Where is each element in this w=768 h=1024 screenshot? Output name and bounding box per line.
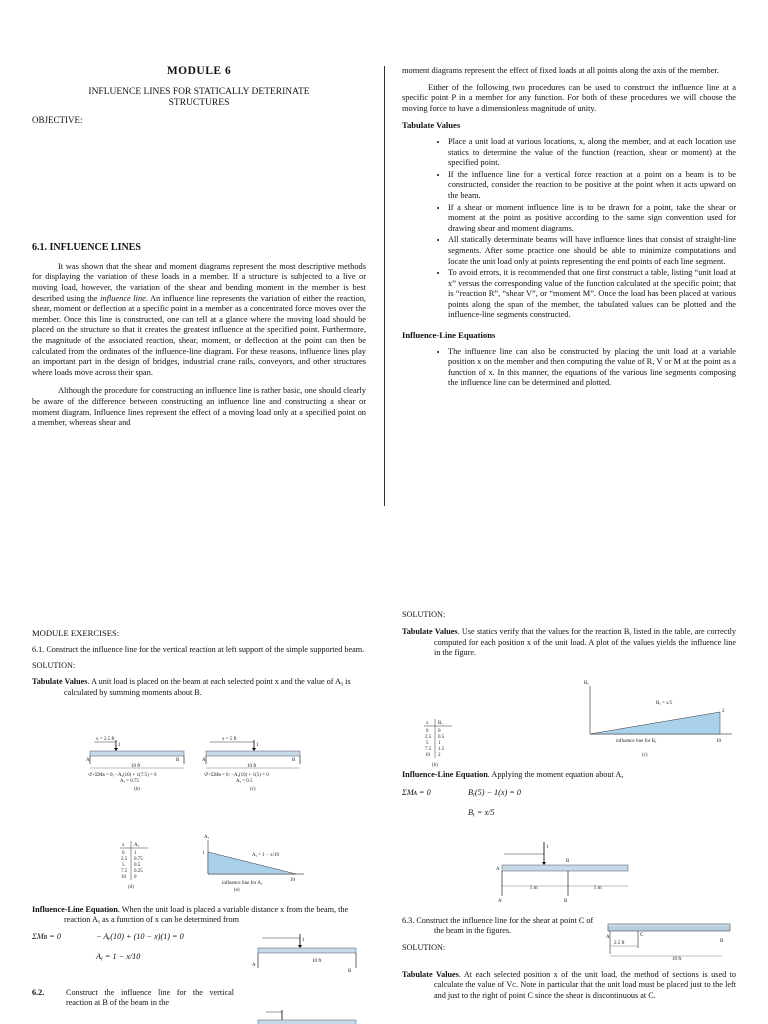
table-cell: 1.5: [438, 747, 445, 752]
ordinate-label: 2: [722, 709, 725, 714]
exercise-1-text: 6.1. Construct the influence line for the vertical reaction at left support of the simple supported beam.: [32, 645, 365, 655]
dimension-label: x = 5 ft: [222, 737, 237, 742]
right-tabulate-body: . Use statics verify that the values for the reaction Bᵧ listed in the table, are correctly computed for each position x of the unit load. A plot of the values yields the influence line in the figure.: [434, 627, 736, 658]
right-tabulate-text: [402, 627, 736, 658]
svg-text:A: A: [86, 758, 90, 763]
list-item: • All statically determinate beams will have influence lines that consist of straight-line segments. After some practice one should be able to minimize computations and locate the unit load only at points representing the end points of each line segment.: [448, 235, 736, 267]
beam-figure-c: [202, 736, 306, 794]
exercise-3-solution-label: SOLUTION:: [402, 942, 446, 952]
section-heading: 6.1. INFLUENCE LINES: [32, 242, 141, 254]
figure-label-c-right: (c): [642, 753, 648, 758]
paragraph-two-procedures: Either of the following two procedures can be used to construct the influence line at a specific point P in a member for any function. For both of these procedures we will choose the moving force to have a dimensionless magnitude of unity.: [402, 82, 736, 113]
influence-line-equation-label: Influence-Line Equation: [32, 905, 118, 914]
paragraph-procedure: Although the procedure for constructing an influence line is rather basic, one should clearly be aware of the difference between constructing an influence line and constructing a shear or moment diagram. Influence lines represent the effect of a moving load only at a specified point on a member, whereas shear and: [32, 386, 366, 428]
right-solution-label: SOLUTION:: [402, 610, 446, 619]
right-tabulate-label: Tabulate Values: [402, 627, 458, 637]
table-cell: 0.5: [134, 863, 141, 868]
influence-line-equation: Aᵧ = 1 − x/10: [252, 853, 279, 858]
figure-label-e: (e): [234, 888, 240, 893]
table-header: x: [122, 843, 125, 848]
right-equation-row-2: [402, 808, 736, 820]
point-label: C: [640, 933, 644, 938]
influence-line-equation: Bᵧ = x/5: [656, 701, 673, 706]
beam-variable-load-figure: [252, 932, 364, 982]
figure-label-c: (c): [250, 787, 256, 792]
influence-line-equations-heading: Influence-Line Equations: [402, 330, 496, 341]
result-c: Aᵧ = 0.5: [236, 779, 253, 784]
figure-label-b-right: (b): [432, 763, 438, 768]
equation-c: ↺+ΣMʙ = 0; −Aᵧ(10) + 1(5) = 0: [204, 773, 269, 778]
table-cell: 2: [438, 753, 441, 758]
table-cell: 0: [438, 729, 441, 734]
module-subtitle-line2: STRUCTURES: [168, 97, 230, 108]
tabulate-values-list: [402, 137, 736, 321]
table-cell: 7.5: [121, 869, 128, 874]
exercises-heading: MODULE EXERCISES:: [32, 628, 120, 638]
svg-text:1: 1: [302, 938, 305, 943]
dimension-label: 5 m: [594, 886, 602, 891]
list-item: • The influence line can also be constructed by placing the unit load at a variable position x on the member and then computing the value of R, V or M at the point as a function of x. In this manner, the equations of the various line segments composing the influence line can be determined and plotted.: [448, 347, 736, 389]
objective-label: OBJECTIVE:: [32, 114, 83, 125]
tabulate-values-body: . A unit load is placed on the beam at each selected point x and the value of Aᵧ is calculated by summing moments about B.: [64, 677, 351, 697]
list-item: • To avoid errors, it is recommended that one first construct a table, listing “unit load at x” versus the corresponding value of the function calculated at the specific point; that is “reaction R”, “shear V”, or “moment M”. Once the load has been placed at various points along the span of the member, the tabulated values can be plotted and the influence-line segments constructed.: [448, 268, 736, 321]
svg-text:A: A: [202, 758, 206, 763]
influence-line-equations-list: [402, 347, 736, 389]
svg-text:B: B: [292, 758, 296, 763]
dimension-label: x = 2.5 ft: [96, 737, 115, 742]
tabulate-values-heading: Tabulate Values: [402, 120, 461, 131]
table-cell: 0: [134, 875, 137, 880]
module-title: MODULE 6: [166, 65, 232, 77]
span-label: 10 ft: [247, 764, 257, 769]
table-cell: 2.5: [121, 857, 128, 862]
span-label: 10 ft: [131, 764, 141, 769]
beam: [258, 948, 356, 953]
table-cell: 10: [121, 875, 126, 880]
svg-text:B: B: [564, 899, 568, 904]
paragraph-intro-post: . An influence line represents the variation of either the reaction, shear, moment or deflection at a specific point in a member as a concentrated force moves over the member. Once this line is constructed, one can tell at a glance where the moving load should be placed on the structure so that it creates the greatest influence at the specified point. Furthermore, the magnitude of the associated reaction, shear, moment, or deflection at the point can then be calculated from the ordinates of the influence-line diagram. For these reasons, influence lines play an important part in the design of bridges, industrial crane rails, conveyors, and other structures where loads move across their span.: [32, 293, 366, 377]
module-subtitle-line1: INFLUENCE LINES FOR STATICALLY DETERINATE: [88, 86, 310, 97]
exercise-3-tabulate-body: . At each selected position x of the unit load, the method of sections is used to calculate the value of Vᴄ. Note in particular that the unit load must be placed just to the left and just to the right of point C since the shear is discontinuous at C.: [434, 970, 736, 1000]
list-item: • If the influence line for a vertical force reaction at a point on a beam is to be constructed, consider the reaction to be positive at the point when it acts upward on the beam.: [448, 170, 736, 202]
table-cell: 1: [134, 851, 137, 856]
top-right-column: [402, 66, 736, 390]
support-label: B: [566, 859, 570, 864]
equation-rhs: − Aᵧ(10) + (10 − x)(1) = 0: [96, 931, 184, 941]
svg-text:1: 1: [118, 743, 121, 748]
axis-label: Bᵧ: [584, 681, 589, 686]
table-cell: 1: [438, 741, 441, 746]
svg-text:A: A: [498, 899, 502, 904]
svg-text:B: B: [348, 969, 352, 974]
right-influence-line-text: [402, 770, 736, 780]
table-cell: 0.5: [438, 735, 445, 740]
end-label: 10: [716, 739, 721, 744]
dimension-label: 2.5 ft: [614, 941, 625, 946]
right-influence-line-label: Influence-Line Equation: [402, 770, 488, 779]
exercise-3-tabulate: [402, 970, 736, 1001]
figure-label-b: (b): [134, 787, 140, 792]
paragraph-intro: [32, 262, 366, 379]
list-item: • Place a unit load at various locations, x, along the member, and at each location use statics to determine the value of the function (reaction, shear or moment) at the specified point.: [448, 137, 736, 169]
exercise-3-tabulate-label: Tabulate Values: [402, 970, 459, 979]
beam: [90, 751, 184, 756]
table-header: x: [426, 721, 429, 726]
table-cell: 5: [122, 863, 125, 868]
table-cell: 0.25: [134, 869, 143, 874]
bottom-right-column: [402, 610, 736, 659]
svg-text:1: 1: [256, 743, 259, 748]
support-label: B: [720, 939, 724, 944]
paragraph-intro-emphasis: influence line: [100, 293, 146, 303]
result-b: Aᵧ = 0.75: [120, 779, 140, 784]
end-label: 10: [290, 878, 295, 883]
column-divider: [384, 66, 385, 506]
table-cell: 0: [122, 851, 125, 856]
table-cell: 2.5: [425, 735, 432, 740]
equation-lhs: ΣMᴀ = 0: [402, 788, 431, 798]
influence-line-figure-e: [200, 832, 312, 894]
svg-text:B: B: [176, 758, 180, 763]
beam-figure-6-2-partial: [252, 1010, 364, 1024]
right-equation-row-1: [402, 788, 736, 800]
span-label: 10 ft: [312, 959, 322, 964]
beam: [258, 1020, 356, 1024]
solution-label: SOLUTION:: [32, 660, 76, 670]
list-item: • If a shear or moment influence line is to be drawn for a point, take the shear or moment at the point as positive according to the same sign convention used for drawing shear and moment diagrams.: [448, 203, 736, 235]
equation-b: ↺+ΣMʙ = 0; −Aᵧ(10) + 1(7.5) = 0: [88, 773, 157, 778]
influence-line-caption: influence line for Aᵧ: [222, 881, 263, 886]
beam: [502, 865, 628, 871]
exercise-3-text: 6.3. Construct the influence line for the shear at point C of the beam in the figures.: [402, 916, 594, 936]
equation-lhs: ΣMʙ = 0: [32, 931, 61, 941]
beam-figure-b: [86, 736, 190, 794]
svg-text:1: 1: [546, 845, 549, 850]
bottom-page: [0, 600, 768, 1024]
equation-result: Aᵧ = 1 − x/10: [96, 951, 141, 961]
dimension-label: 5 m: [530, 886, 538, 891]
paragraph-continued: moment diagrams represent the effect of fixed loads at all points along the axis of the member.: [402, 66, 719, 75]
exercise-3-tabulate-text: [402, 970, 736, 1001]
paragraph-intro-pre: It was shown that the shear and moment diagrams represent the most descriptive methods for displaying the variation of these loads in a member. If a structure is subjected to a live or moving load, however, the variation of the shear and bending moment in the member is best described using the: [32, 261, 366, 303]
values-table-d: [118, 840, 152, 892]
influence-line-caption: influence line for Bᵧ: [616, 739, 657, 744]
exercise-2-number: 6.2.: [32, 987, 45, 997]
exercise-2: [32, 988, 232, 1009]
bottom-right-equations: [402, 770, 736, 820]
values-table-right: [422, 718, 456, 770]
dimension-label: 10 ft: [672, 957, 682, 962]
influence-line-equation-text: [32, 905, 366, 926]
support-label: A: [496, 867, 500, 872]
influence-line-area: [590, 712, 720, 734]
figure-label-d: (d): [128, 885, 134, 890]
support-label: A: [606, 935, 610, 940]
exercise-2-text: Construct the influence line for the vertical reaction at B of the beam in the: [66, 987, 234, 1008]
equation-result: Bᵧ = x/5: [468, 808, 495, 818]
top-left-column: [32, 66, 366, 429]
table-header: Aᵧ: [134, 843, 139, 848]
table-cell: 5: [426, 741, 429, 746]
tabulate-values-text: [32, 677, 366, 698]
ordinate-label: 1: [202, 851, 205, 856]
beam-figure-6-3: [600, 900, 736, 964]
table-cell: 0: [426, 729, 429, 734]
bottom-left-column: [32, 628, 366, 698]
table-cell: 0.75: [134, 857, 143, 862]
tabulate-values-label: Tabulate Values: [32, 677, 88, 687]
table-header: Bᵧ: [438, 721, 443, 726]
svg-text:A: A: [252, 963, 256, 968]
influence-line-figure-right: [578, 676, 738, 760]
exercise-3: [402, 916, 602, 953]
beam-figure-6-2: [494, 840, 634, 904]
table-cell: 7.5: [425, 747, 432, 752]
table-cell: 10: [425, 753, 430, 758]
influence-line-equation-body: . When the unit load is placed a variable distance x from the beam, the reaction Aᵧ as a function of x can be determined from: [64, 905, 349, 925]
equation-rhs: Bᵧ(5) − 1(x) = 0: [468, 788, 521, 798]
right-influence-line-body: . Applying the moment equation about A,: [487, 770, 624, 779]
axis-label: Aᵧ: [204, 835, 209, 840]
beam: [206, 751, 300, 756]
